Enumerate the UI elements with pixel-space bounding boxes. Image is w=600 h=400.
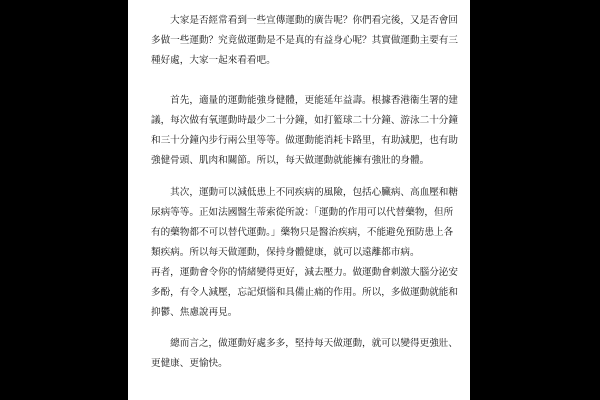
text-line: 有的藥物都不可以替代運動。」藥物只是醫治疾病，不能避免預防患上各 <box>151 227 454 238</box>
text-line: 首先，適量的運動能強身健體，更能延年益壽。根據香港衞生署的建 <box>151 95 458 106</box>
text-line: 和三十分鐘內步行兩公里等等。做運動能消耗卡路里，有助減肥，也有助 <box>151 135 458 146</box>
text-line: 強健骨頭、肌肉和關節。所以，每天做運動就能擁有強壯的身體。 <box>151 155 430 166</box>
text-line: 種好處，大家一起來看看吧。 <box>151 55 276 66</box>
text-line: 多做一些運動？究竟做運動是不是真的有益身心呢？其實做運動主要有三 <box>151 35 458 46</box>
paragraph-second-benefit <box>151 183 458 263</box>
paragraph-first-benefit <box>151 91 458 171</box>
paragraph-conclusion <box>151 334 458 374</box>
text-line: 尿病等等。正如法國醫生蒂索從所說：「運動的作用可以代替藥物，但所 <box>151 207 454 218</box>
text-line: 類疾病。所以每天做運動，保持身體健康，就可以遠離都市病。 <box>151 247 420 258</box>
text-line: 大家是否經常看到一些宣傳運動的廣告呢？你們看完後，又是否會回 <box>151 15 458 26</box>
text-line: 其次，運動可以減低患上不同疾病的風險，包括心臟病、高血壓和糖 <box>151 187 458 198</box>
paragraph-intro <box>151 11 458 71</box>
text-line: 抑鬱、焦慮說再見。 <box>151 307 238 318</box>
text-line: 議，每次做有氧運動時最少二十分鐘，如打籃球二十分鐘、游泳二十分鐘 <box>151 115 458 126</box>
paragraph-third-benefit <box>151 263 458 323</box>
text-line: 總而言之，做運動好處多多，堅持每天做運動，就可以變得更強壯、 <box>151 338 458 349</box>
text-line: 再者，運動會令你的情緒變得更好，減去壓力。做運動會刺激大腦分泌安 <box>151 267 458 278</box>
text-line: 多酚，有令人減壓，忘記煩惱和具備止痛的作用。所以，多做運動就能和 <box>151 287 458 298</box>
text-line: 更健康、更愉快。 <box>151 358 228 369</box>
document-page <box>128 0 470 400</box>
